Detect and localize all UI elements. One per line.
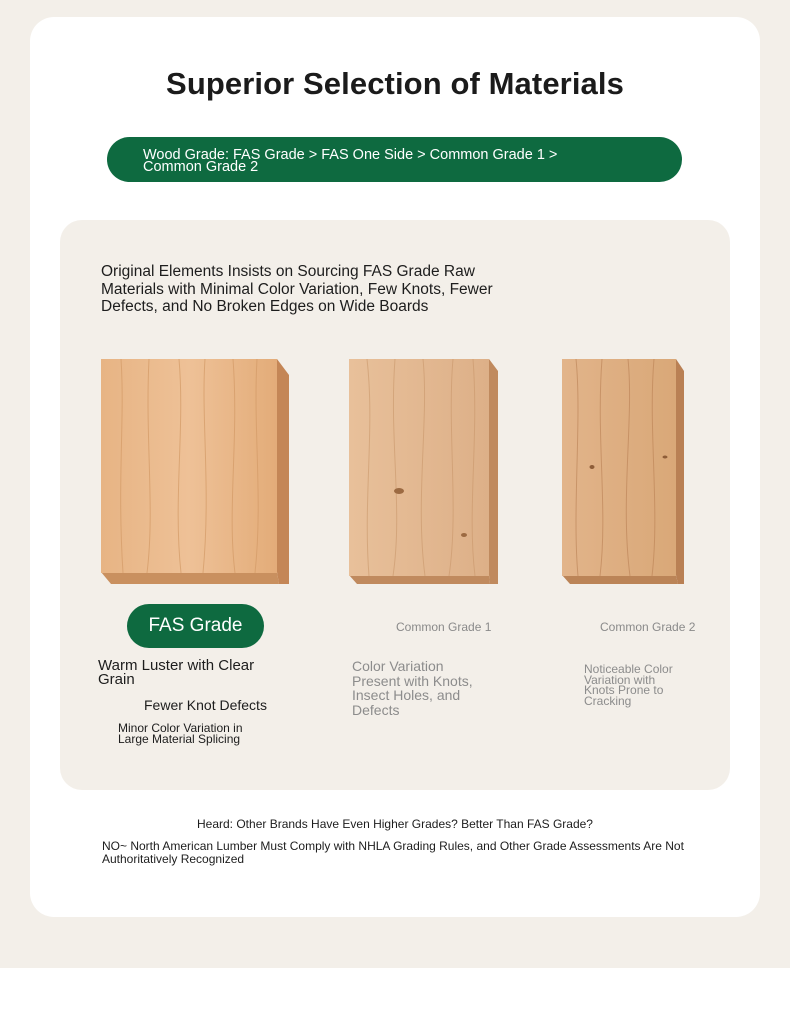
common-grade-1-point: Color Variation Present with Knots, Insect Holes, and Defects: [352, 658, 473, 718]
fas-point-2: Fewer Knot Defects: [144, 697, 267, 713]
intro-text: Original Elements Insists on Sourcing FAS Grade Raw Materials with Minimal Color Variation, Few Knots, Fewer Defects, and No Broken Edges on Wide Boards: [101, 263, 493, 315]
grade-banner-text: Wood Grade: FAS Grade > FAS One Side > Common Grade 1 > Common Grade 2: [143, 147, 558, 175]
fas-grade-badge: FAS Grade: [127, 604, 264, 648]
fas-point-3: Minor Color Variation in Large Material Splicing: [118, 721, 243, 746]
note-answer: NO~ North American Lumber Must Comply with NHLA Grading Rules, and Other Grade Assessments Are Not Authoritatively Recognized: [102, 839, 684, 866]
fas-point-1: Warm Luster with Clear Grain: [98, 657, 255, 688]
wood-board-fas-image: [101, 359, 289, 584]
common-grade-2-point: Noticeable Color Variation with Knots Prone to Cracking: [584, 662, 673, 708]
common-grade-2-label: Common Grade 2: [600, 620, 696, 634]
note-question: Heard: Other Brands Have Even Higher Grades? Better Than FAS Grade?: [197, 817, 593, 831]
page-title: Superior Selection of Materials: [166, 66, 624, 101]
wood-board-common2-image: [562, 359, 684, 584]
common-grade-1-label: Common Grade 1: [396, 620, 492, 634]
wood-board-common1-image: [349, 359, 498, 584]
